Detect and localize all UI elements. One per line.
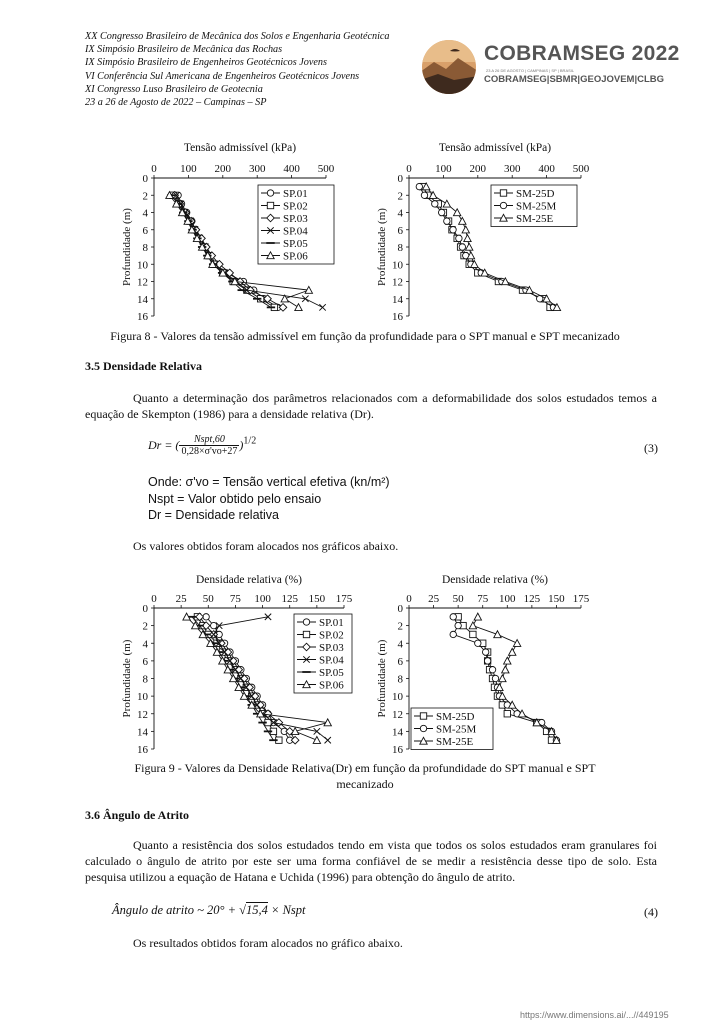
x-tick-label: 175 [572, 593, 590, 605]
x-tick-label: 100 [180, 163, 197, 175]
y-tick-label: 8 [397, 673, 403, 686]
x-tick-label: 125 [523, 593, 541, 605]
data-point [432, 201, 438, 207]
legend-label: SM-25M [436, 723, 477, 736]
eq-left: Ângulo de atrito ~ 20° + [112, 903, 240, 917]
x-tick-label: 75 [477, 593, 489, 605]
data-point [499, 675, 506, 682]
legend-label: SP.06 [319, 679, 344, 692]
legend-label: SP.04 [283, 225, 308, 238]
logo-subtitle: COBRAMSEG|SBMR|GEOJOVEM|CLBG [484, 74, 665, 85]
header-line: 23 a 26 de Agosto de 2022 – Campinas – SP [85, 97, 267, 109]
eq-denominator: 0,28×σ'vo+27 [181, 446, 238, 457]
definition-line: Onde: σ'vo = Tensão vertical efetiva (kn/m²) [148, 475, 390, 489]
x-tick-label: 100 [499, 593, 516, 605]
chart-densidade-spt-mecanizado [363, 570, 603, 760]
paragraph-skempton [85, 390, 657, 422]
y-tick-label: 4 [397, 207, 403, 220]
data-point [482, 649, 488, 655]
section-heading-3-5: 3.5 Densidade Relativa [85, 359, 202, 373]
y-tick-label: 0 [142, 603, 148, 615]
x-tick-label: 25 [175, 593, 187, 605]
legend-label: SP.02 [319, 629, 344, 642]
data-point [421, 192, 427, 198]
data-point [466, 243, 473, 250]
y-tick-label: 14 [392, 726, 403, 739]
y-tick-label: 16 [392, 311, 403, 323]
section-heading-3-6: 3.6 Ângulo de Atrito [85, 808, 190, 822]
data-point [444, 218, 450, 224]
y-tick-label: 6 [397, 655, 403, 668]
data-point [450, 614, 456, 620]
chart-densidade-spt-manual [118, 570, 358, 760]
y-tick-label: 16 [137, 744, 148, 756]
x-tick-label: 300 [503, 163, 521, 175]
y-tick-label: 12 [137, 276, 148, 289]
y-tick-label: 4 [142, 207, 148, 220]
data-point [474, 613, 481, 620]
legend-label: SP.03 [283, 213, 308, 225]
figure-8-caption: Figura 8 - Valores da tensão admissível em função da profundidade para o SPT manual e SPT mecanizado [110, 329, 620, 343]
y-tick-label: 8 [142, 242, 148, 254]
header-line: XX Congresso Brasileiro de Mecânica dos Solos e Engenharia Geotécnica [85, 31, 390, 42]
y-tick-label: 12 [392, 708, 403, 721]
data-point [494, 631, 501, 638]
data-point [211, 622, 217, 628]
legend-label: SM-25M [516, 200, 557, 213]
x-tick-label: 75 [229, 593, 241, 605]
legend-label: SP.06 [283, 250, 308, 263]
y-axis-label: Profundidade (m) [121, 208, 133, 286]
legend-label: SP.02 [283, 200, 308, 213]
logo-emblem-icon [420, 38, 478, 96]
data-point [470, 631, 476, 637]
x-tick-label: 150 [548, 593, 565, 605]
header-line: IX Simpósio Brasileiro de Mecânica das Rochas [85, 44, 283, 56]
y-tick-label: 10 [392, 691, 403, 704]
data-point [438, 209, 444, 215]
x-tick-label: 150 [308, 593, 326, 605]
data-point [502, 666, 509, 673]
paragraph-text: Os resultados obtidos foram alocados no gráfico abaixo. [133, 936, 403, 950]
y-tick-label: 4 [142, 638, 148, 651]
eq-right: × Nspt [267, 903, 306, 917]
data-point [279, 304, 287, 312]
data-point [267, 202, 273, 208]
data-point [459, 217, 466, 224]
data-point [492, 675, 498, 681]
x-tick-label: 400 [538, 163, 555, 175]
y-tick-label: 6 [397, 224, 403, 237]
eq-numerator: Nspt,60 [179, 434, 239, 446]
x-tick-label: 0 [406, 593, 412, 605]
y-tick-label: 2 [142, 190, 148, 203]
data-point [475, 640, 481, 646]
data-point [443, 200, 450, 207]
data-point [450, 631, 456, 637]
footer-url: https://www.dimensions.ai/...//449195 [520, 1010, 669, 1020]
x-tick-label: 500 [572, 163, 590, 175]
paragraph-angulo [85, 837, 657, 885]
paragraph-results-dr [85, 538, 657, 554]
data-point [489, 666, 495, 672]
x-tick-label: 300 [248, 163, 266, 175]
chart-tensao-spt-manual [118, 138, 348, 328]
y-tick-label: 10 [137, 691, 148, 704]
data-point [420, 713, 426, 719]
legend-label: SP.03 [319, 642, 344, 654]
conference-header [85, 30, 390, 109]
data-point [500, 202, 506, 208]
chart-title: Tensão admissível (kPa) [438, 142, 552, 154]
y-tick-label: 10 [392, 259, 403, 272]
y-tick-label: 2 [397, 620, 403, 633]
legend-label: SP.05 [283, 238, 308, 250]
y-tick-label: 14 [392, 293, 403, 306]
legend-label: SP.04 [319, 654, 344, 667]
x-tick-label: 50 [202, 593, 214, 605]
paragraph-results-angulo [85, 935, 657, 951]
data-point [455, 622, 461, 628]
legend [491, 185, 577, 227]
definition-line: Nspt = Valor obtido pelo ensaio [148, 491, 322, 506]
data-point [459, 244, 465, 250]
y-tick-label: 0 [397, 603, 403, 615]
x-tick-label: 0 [406, 163, 412, 175]
data-point [313, 736, 320, 743]
data-point [462, 226, 469, 233]
legend [411, 708, 493, 750]
equation-3 [148, 434, 256, 457]
equation-3-number: (3) [644, 441, 658, 455]
y-tick-label: 12 [137, 708, 148, 721]
data-point [484, 658, 490, 664]
header-line: VI Conferência Sul Americana de Engenheiros Geotécnicos Jovens [85, 70, 360, 82]
y-tick-label: 2 [142, 620, 148, 633]
data-point [420, 725, 426, 731]
paragraph-text: Quanto a determinação dos parâmetros relacionados com a deformabilidade dos solos estudados temos a equação de Skempton (1986) para a densidade relativa (Dr). [85, 391, 657, 421]
data-point [513, 640, 520, 647]
data-point [469, 622, 476, 629]
y-tick-label: 16 [392, 744, 403, 756]
legend [258, 185, 334, 264]
legend-label: SM-25D [516, 188, 555, 200]
header-line: IX Simpósio Brasileiro de Engenheiros Geotécnicos Jovens [85, 57, 327, 69]
y-axis-label: Profundidade (m) [376, 639, 388, 718]
caption-line: Figura 9 - Valores da Densidade Relativa(Dr) em função da profundidade do SPT manual e SPT [134, 761, 596, 775]
y-tick-label: 14 [137, 293, 148, 306]
legend-label: SM-25E [516, 213, 554, 225]
y-tick-label: 6 [142, 655, 148, 668]
y-tick-label: 10 [137, 259, 148, 272]
y-axis-label: Profundidade (m) [121, 639, 133, 718]
data-point [303, 631, 309, 637]
paragraph-text: Os valores obtidos foram alocados nos gráficos abaixo. [133, 539, 399, 553]
data-point [416, 183, 422, 189]
x-tick-label: 125 [281, 593, 298, 605]
data-point [509, 648, 516, 655]
data-point [504, 657, 511, 664]
y-tick-label: 4 [397, 638, 403, 651]
equation-4-number: (4) [644, 905, 658, 919]
x-tick-label: 400 [283, 163, 300, 175]
legend-label: SM-25E [436, 736, 474, 748]
y-tick-label: 16 [137, 311, 148, 323]
data-point [267, 190, 273, 196]
y-tick-label: 14 [137, 726, 148, 739]
data-point [319, 304, 325, 310]
x-tick-label: 200 [214, 163, 232, 175]
x-tick-label: 50 [452, 593, 464, 605]
header-line: XI Congresso Luso Brasileiro de Geotecnia [85, 83, 263, 95]
legend-label: SM-25D [436, 711, 475, 723]
y-tick-label: 8 [397, 242, 403, 254]
data-point [456, 235, 462, 241]
eq-lhs: Dr = ( [148, 438, 180, 452]
eq-rhs: ) [239, 438, 244, 452]
cobramseg-logo [420, 40, 690, 95]
eq-exponent: 1/2 [243, 435, 257, 447]
equation-4: Ângulo de atrito ~ 20° + √15,4 × Nspt [112, 903, 306, 917]
x-tick-label: 500 [317, 163, 335, 175]
definition-line: Dr = Densidade relativa [148, 508, 279, 522]
chart-title: Densidade relativa (%) [441, 574, 549, 586]
data-point [504, 711, 510, 717]
y-tick-label: 0 [142, 173, 148, 185]
x-tick-label: 0 [151, 163, 157, 175]
logo-dates: 23 A 26 DE AGOSTO | CAMPINAS | SP | BRASIL [486, 68, 575, 73]
figure-9-caption [70, 760, 660, 792]
x-tick-label: 100 [254, 593, 271, 605]
data-point [464, 235, 471, 242]
y-tick-label: 0 [397, 173, 403, 185]
eq-sqrt: 15,4 [246, 903, 268, 917]
x-tick-label: 175 [335, 593, 353, 605]
equation-definitions [148, 474, 390, 524]
x-tick-label: 25 [428, 593, 440, 605]
data-point [450, 227, 456, 233]
x-tick-label: 100 [435, 163, 452, 175]
paragraph-text: Quanto a resistência dos solos estudados tendo em vista que todos os solos estudados eram granulares foi calculado o ângulo de atrito por este ser uma forma confiável de se medir a resistência desse tipo de solo. Esta pesquisa utilizou a equação de Hatana e Uchida (1996) para obtenção do ângulo de atrito. [85, 838, 657, 884]
chart-title: Densidade relativa (%) [195, 574, 303, 586]
y-axis-label: Profundidade (m) [376, 208, 388, 286]
legend-label: SP.01 [319, 617, 344, 629]
y-tick-label: 2 [397, 190, 403, 203]
y-tick-label: 12 [392, 276, 403, 289]
caption-line: mecanizado [336, 777, 394, 791]
data-point [303, 619, 309, 625]
data-point [291, 736, 299, 744]
data-point [295, 304, 302, 311]
chart-title: Tensão admissível (kPa) [183, 142, 297, 154]
logo-title: COBRAMSEG 2022 [484, 42, 680, 65]
data-point [500, 190, 506, 196]
y-tick-label: 6 [142, 224, 148, 237]
y-tick-label: 8 [142, 673, 148, 686]
data-point [325, 737, 331, 743]
x-tick-label: 0 [151, 593, 157, 605]
legend [294, 614, 352, 693]
chart-tensao-spt-mecanizado [363, 138, 603, 328]
legend-label: SP.05 [319, 667, 344, 679]
x-tick-label: 200 [469, 163, 487, 175]
legend-label: SP.01 [283, 188, 308, 200]
